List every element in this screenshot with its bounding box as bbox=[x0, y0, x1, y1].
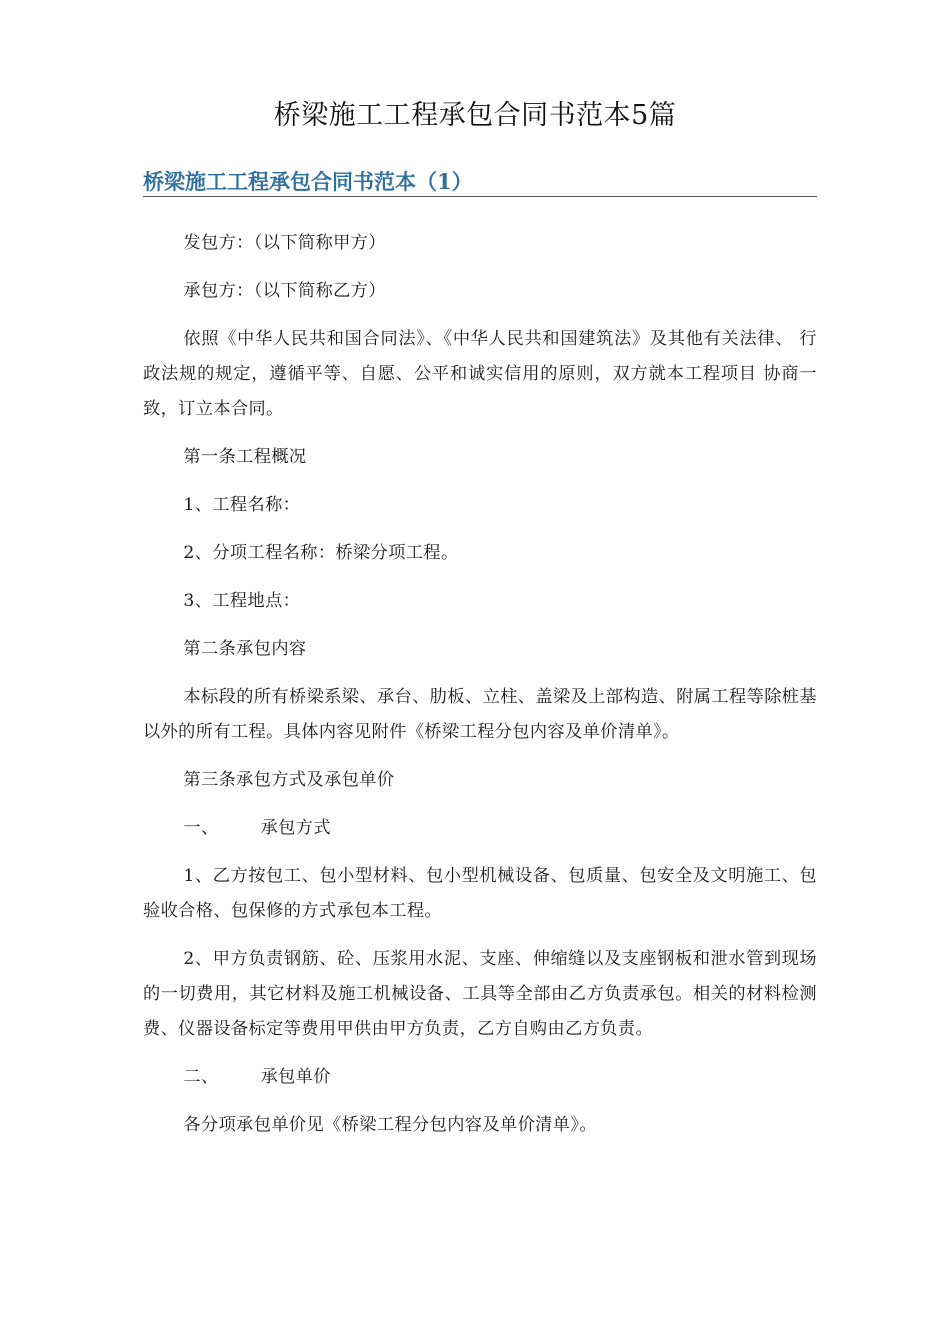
item-one-heading bbox=[143, 811, 817, 846]
paragraph-employer: 发包方：（以下简称甲方） bbox=[183, 233, 386, 253]
item-two-text: 承包单价 bbox=[260, 1067, 331, 1087]
item-one-number: 一、 bbox=[183, 818, 219, 838]
section-heading: 桥梁施工工程承包合同书范本（1） bbox=[143, 170, 817, 197]
paragraph-contractor: 承包方：（以下简称乙方） bbox=[183, 281, 386, 301]
document-title: 桥梁施工工程承包合同书范本5篇 bbox=[273, 100, 677, 131]
item-one-text: 承包方式 bbox=[260, 818, 331, 838]
document-body bbox=[143, 226, 817, 1156]
paragraph-subproject-name: 2、分项工程名称：桥梁分项工程。 bbox=[183, 543, 459, 563]
article-two-heading: 第二条承包内容 bbox=[183, 639, 307, 659]
article-one-heading: 第一条工程概况 bbox=[183, 447, 307, 467]
paragraph-cost-responsibility: 2、甲方负责钢筋、砼、压浆用水泥、支座、伸缩缝以及支座钢板和泄水管到现场的一切费用，其它材料及施工机械设备、工具等全部由乙方负责承包。相关的材料检测费、仪器设备标定等费用甲供由甲方负责，乙方自购由乙方负责。 bbox=[143, 949, 817, 1039]
paragraph-contract-method: 1、乙方按包工、包小型材料、包小型机械设备、包质量、包安全及文明施工、包验收合格、包保修的方式承包本工程。 bbox=[143, 866, 817, 921]
paragraph-scope: 本标段的所有桥梁系梁、承台、肋板、立柱、盖梁及上部构造、附属工程等除桩基以外的所有工程。具体内容见附件《桥梁工程分包内容及单价清单》。 bbox=[143, 687, 817, 742]
article-three-heading: 第三条承包方式及承包单价 bbox=[183, 770, 395, 790]
item-two-heading bbox=[143, 1060, 817, 1095]
item-two-number: 二、 bbox=[183, 1067, 219, 1087]
paragraph-project-location: 3、工程地点： bbox=[183, 591, 301, 611]
paragraph-legal-basis: 依照《中华人民共和国合同法》、《中华人民共和国建筑法》及其他有关法律、 行政法规的规定，遵循平等、自愿、公平和诚实信用的原则，双方就本工程项目 协商一致，订立本合同。 bbox=[143, 329, 817, 419]
paragraph-unit-price: 各分项承包单价见《桥梁工程分包内容及单价清单》。 bbox=[183, 1115, 597, 1135]
paragraph-project-name: 1、工程名称： bbox=[183, 495, 301, 515]
